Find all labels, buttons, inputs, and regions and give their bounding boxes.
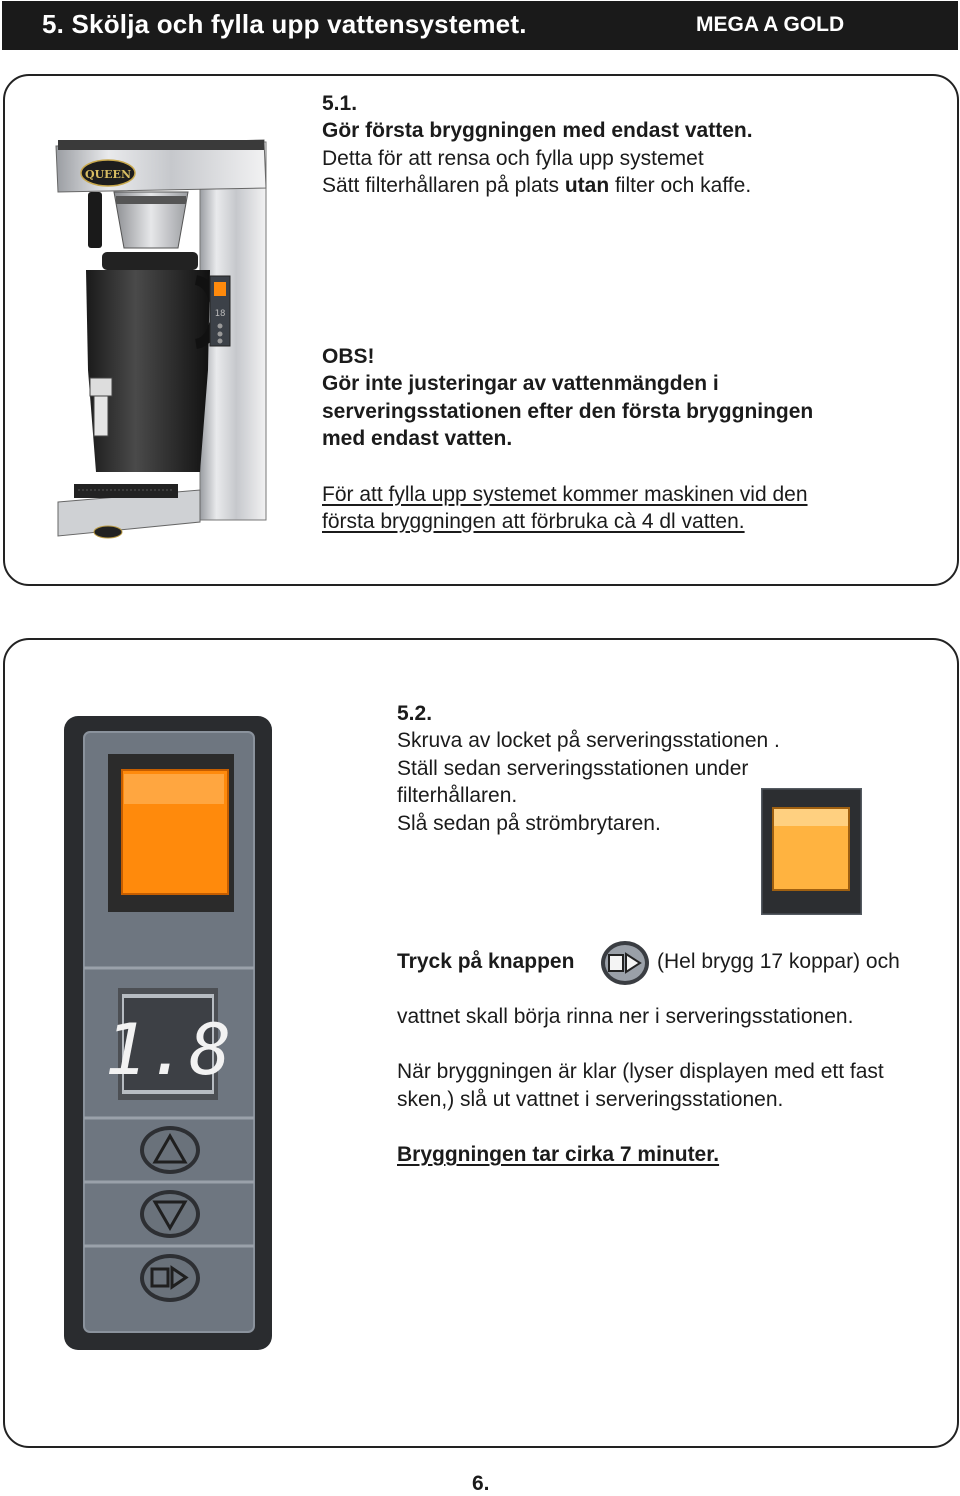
panel-display-text: 1.8 [104,1009,232,1091]
section-5-2-line-7: sken,) slå ut vattnet i serveringsstationen. [397,1088,784,1111]
obs-line-2: serveringsstationen efter den första bryggningen [322,400,814,423]
brewing-time-note: Bryggningen tar cirka 7 minuter. [397,1143,720,1166]
line-2-text-bold: utan [564,174,610,197]
obs-line-3: med endast vatten. [322,427,513,450]
line-2-text-pre: Sätt filterhållaren på plats [322,174,565,197]
brand-logo-text: QUEEN [85,168,131,181]
section-5-2-line-5: vattnet skall börja rinna ner i serveringsstationen. [397,1005,854,1028]
brew-button-icon [140,1254,200,1302]
power-switch-icon [108,754,234,912]
up-triangle-icon [140,1126,200,1174]
note-line-1: För att fylla upp systemet kommer maskinen vid den [322,483,808,506]
section-5-2-line-1: Skruva av locket på serveringsstationen . [397,729,780,752]
page-number: 6. [472,1472,490,1495]
coffee-machine-image [50,130,272,560]
section-5-1-line-2 [322,172,751,200]
section-5-2-number: 5.2. [397,702,433,725]
down-triangle-icon [140,1190,200,1238]
power-switch-photo [761,788,862,915]
header-bar [2,1,958,50]
section-5-1-heading: Gör första bryggningen med endast vatten. [322,119,753,142]
section-5-2-line-2: Ställ sedan serveringsstationen under [397,757,749,780]
obs-label: OBS! [322,345,375,368]
section-5-1-line-1: Detta för att rensa och fylla upp systemet [322,147,704,170]
section-5-1-number: 5.1. [322,92,358,115]
line-2-text-post: filter och kaffe. [609,174,752,197]
machine-display-text: 18 [214,309,226,319]
section-5-2-line-3: filterhållaren. [397,784,518,807]
obs-line-1: Gör inte justeringar av vattenmängden i [322,372,719,395]
section-5-2-line-6: När bryggningen är klar (lyser displayen med ett fast [397,1060,884,1083]
brew-button-inline-icon [600,940,650,986]
page-title: 5. Skölja och fylla upp vattensystemet. [42,9,527,39]
note-line-2: första bryggningen att förbruka cà 4 dl vatten. [322,510,745,533]
section-5-2-line-4: Slå sedan på strömbrytaren. [397,812,661,835]
control-panel-image [64,716,274,1352]
press-instruction-bold: Tryck på knappen [397,950,575,973]
model-name: MEGA A GOLD [696,13,845,36]
press-instruction-rest: (Hel brygg 17 koppar) och [657,950,900,973]
